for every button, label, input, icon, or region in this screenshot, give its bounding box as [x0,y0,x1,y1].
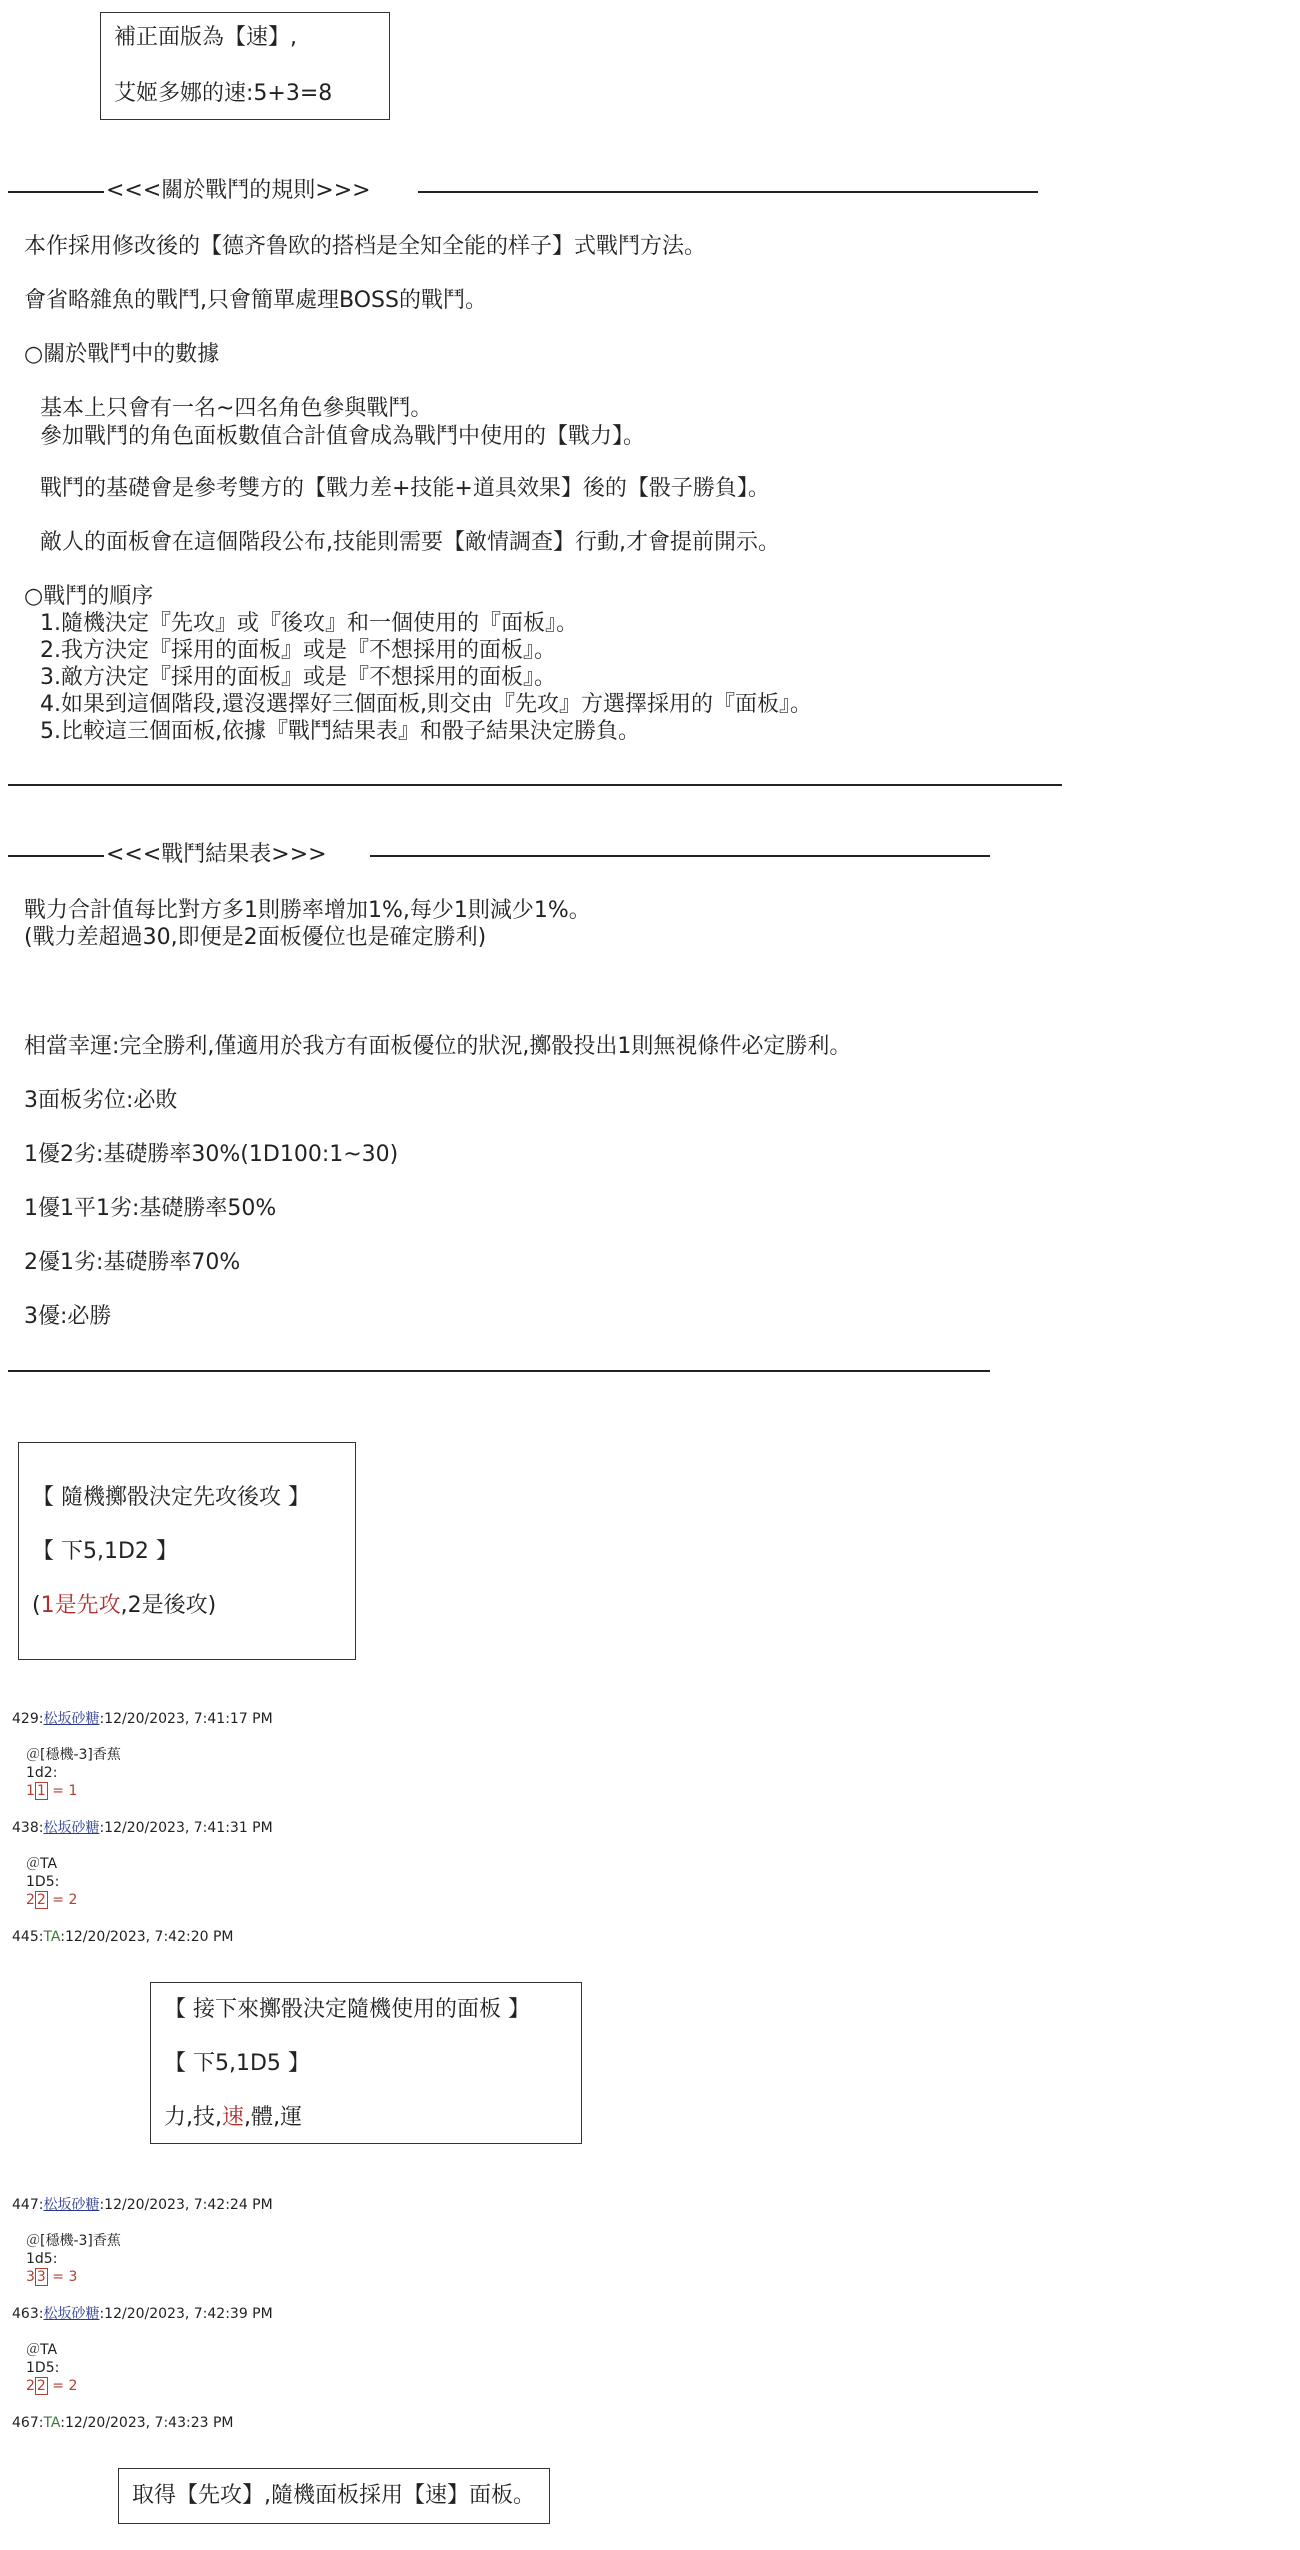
rules-data-3: 戰鬥的基礎會是參考雙方的【戰力差+技能+道具效果】後的【骰子勝負】。 [40,476,770,501]
box1-line2: 艾姬多娜的速:5+3=8 [114,81,333,106]
box2-line2: 【 下5,1D2 】 [32,1539,178,1564]
post-number: 438 [12,1820,39,1836]
rules-header-line-right [418,191,1038,193]
post-body-mention: ＠TA [26,1856,58,1872]
option-skill: 技 [193,2105,216,2130]
post-body-dice: 1d2: [26,1765,58,1781]
post-body-dice: 1D5: [26,1874,60,1890]
option-body: 體 [251,2105,274,2130]
option-luck: 運 [280,2105,303,2130]
post-author-link[interactable]: 松坂砂糖 [43,2306,100,2322]
option-strength: 力 [164,2105,187,2130]
post-header: 429:松坂砂糖:12/20/2023, 7:41:17 PM [12,1711,273,1727]
rules-data-4: 敵人的面板會在這個階段公布,技能則需要【敵情調查】行動,才會提前開示。 [40,530,780,555]
post-header: 463:松坂砂糖:12/20/2023, 7:42:39 PM [12,2306,273,2322]
post-author-link[interactable]: 松坂砂糖 [43,1711,100,1727]
post-time: :12/20/2023, 7:42:20 PM [60,1929,234,1945]
roll-sum: = 2 [47,1892,78,1908]
roll-die: 2 [36,2378,46,2394]
roll-sum: = 3 [47,2269,78,2285]
post-body-mention: ＠[穩機-3]香蕉 [26,2233,121,2249]
results-r3: 1優1平1劣:基礎勝率50% [24,1196,277,1221]
rules-header: <<<關於戰鬥的規則>>> [106,178,371,203]
rules-order-1: 1.隨機決定『先攻』或『後攻』和一個使用的『面板』。 [40,611,578,636]
post-body-dice: 1D5: [26,2360,60,2376]
post-author-link[interactable]: 松坂砂糖 [43,1820,100,1836]
roll-sum: = 2 [47,2378,78,2394]
post-number: 445 [12,1929,39,1945]
rules-divider [8,784,1062,786]
results-header: <<<戰鬥結果表>>> [106,842,327,867]
results-header-line-right [370,855,990,857]
rules-header-line-left [8,191,104,193]
box3-line2: 【 下5,1D5 】 [164,2051,310,2076]
roll-die: 3 [36,2269,46,2285]
rules-data-title: ○關於戰鬥中的數據 [24,342,220,367]
post-author: TA [43,1929,61,1945]
box2-line3-open: ( [32,1593,41,1618]
option-separator: , [244,2105,252,2130]
results-r1: 3面板劣位:必敗 [24,1088,178,1113]
box2-line3-first: 1是先攻 [40,1593,121,1618]
results-r2: 1優2劣:基礎勝率30%(1D100:1~30) [24,1142,399,1167]
post-header: 445:TA:12/20/2023, 7:42:20 PM [12,1929,234,1945]
rules-data-1: 基本上只會有一名~四名角色參與戰鬥。 [40,396,433,421]
post-author: TA [43,2415,61,2431]
post-number: 447 [12,2197,39,2213]
rules-order-3: 3.敵方決定『採用的面板』或是『不想採用的面板』。 [40,665,556,690]
post-number: 429 [12,1711,39,1727]
rules-order-title: ○戰鬥的順序 [24,584,154,609]
rules-order-5: 5.比較這三個面板,依據『戰鬥結果表』和骰子結果決定勝負。 [40,719,640,744]
roll-die: 2 [36,1892,46,1908]
rules-order-2: 2.我方決定『採用的面板』或是『不想採用的面板』。 [40,638,556,663]
results-lucky: 相當幸運:完全勝利,僅適用於我方有面板優位的狀況,擲骰投出1則無視條件必定勝利。 [24,1034,852,1059]
box3-line1: 【 接下來擲骰決定隨機使用的面板 】 [164,1997,530,2022]
rules-data-2: 參加戰鬥的角色面板數值合計值會成為戰鬥中使用的【戰力】。 [40,424,646,449]
roll-total: 3 [26,2269,35,2285]
roll-die: 1 [36,1783,46,1799]
post-body-mention: ＠TA [26,2342,58,2358]
post-body-dice: 1d5: [26,2251,58,2267]
roll-sum: = 1 [47,1783,78,1799]
results-divider [8,1370,990,1372]
results-line-2: (戰力差超過30,即便是2面板優位也是確定勝利) [24,925,487,950]
results-header-line-left [8,855,104,857]
option-separator: , [215,2105,223,2130]
option-separator: , [273,2105,281,2130]
rules-intro-1: 本作採用修改後的【德齐鲁欧的搭档是全知全能的样子】式戰鬥方法。 [24,234,707,259]
results-line-1: 戰力合計值每比對方多1則勝率增加1%,每少1則減少1%。 [24,898,591,923]
post-header: 438:松坂砂糖:12/20/2023, 7:41:31 PM [12,1820,273,1836]
box2-line1: 【 隨機擲骰決定先攻後攻 】 [32,1485,310,1510]
roll-total: 2 [26,2378,35,2394]
results-r4: 2優1劣:基礎勝率70% [24,1250,241,1275]
box3-options [164,2104,302,2132]
post-time: :12/20/2023, 7:43:23 PM [60,2415,234,2431]
post-time: :12/20/2023, 7:41:31 PM [99,1820,273,1836]
roll-total: 1 [26,1783,35,1799]
post-roll-result [26,1891,77,1909]
option-separator: , [186,2105,194,2130]
roll-total: 2 [26,1892,35,1908]
post-roll-result [26,1782,77,1800]
post-header: 467:TA:12/20/2023, 7:43:23 PM [12,2415,234,2431]
post-time: :12/20/2023, 7:42:39 PM [99,2306,273,2322]
post-roll-result [26,2268,77,2286]
post-author-link[interactable]: 松坂砂糖 [43,2197,100,2213]
box4-line1: 取得【先攻】,隨機面板採用【速】面板。 [132,2483,535,2508]
box1-line1: 補正面版為【速】, [114,25,297,50]
option-speed: 速 [222,2105,245,2130]
post-number: 467 [12,2415,39,2431]
results-r5: 3優:必勝 [24,1304,112,1329]
post-time: :12/20/2023, 7:41:17 PM [99,1711,273,1727]
box2-line3-rest: ,2是後攻) [120,1593,217,1618]
post-body-mention: ＠[穩機-3]香蕉 [26,1747,121,1763]
post-roll-result [26,2377,77,2395]
box2-line3 [32,1592,216,1620]
post-number: 463 [12,2306,39,2322]
post-time: :12/20/2023, 7:42:24 PM [99,2197,273,2213]
rules-order-4: 4.如果到這個階段,還沒選擇好三個面板,則交由『先攻』方選擇採用的『面板』。 [40,692,812,717]
rules-intro-2: 會省略雜魚的戰鬥,只會簡單處理BOSS的戰鬥。 [24,288,487,313]
post-header: 447:松坂砂糖:12/20/2023, 7:42:24 PM [12,2197,273,2213]
